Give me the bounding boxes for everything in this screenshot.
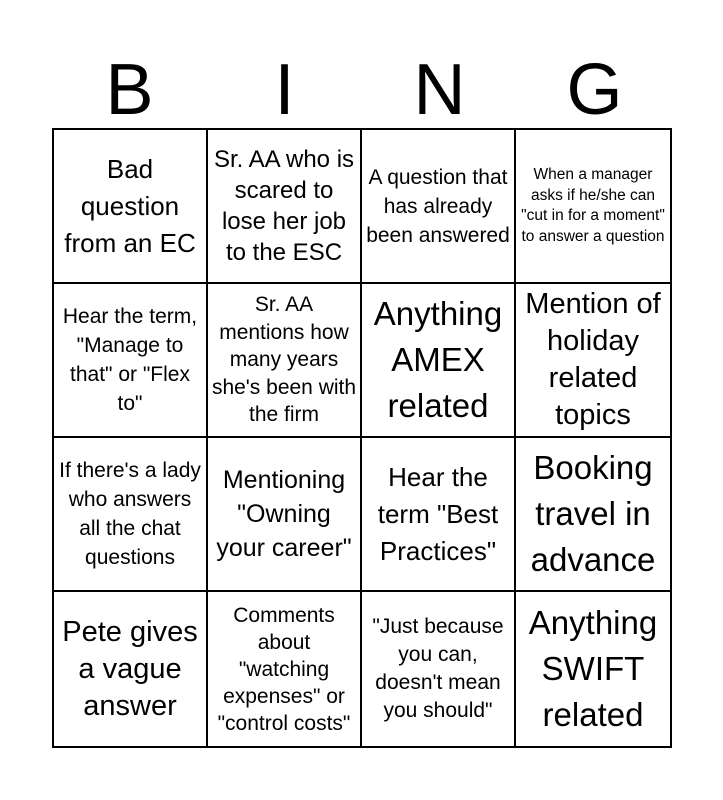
cell-text: Pete gives a vague answer [62, 615, 198, 722]
header-letter-g: G [566, 50, 623, 130]
cell-text: A question that has already been answered [366, 165, 510, 247]
cell-text: Sr. AA who is scared to lose her job to the ESC [213, 146, 355, 266]
cell-text: Comments about "watching expenses" or "control costs" [217, 603, 351, 735]
cell-text: Anything AMEX related [373, 295, 503, 424]
cell-text: When a manager asks if he/she can "cut in for a moment" to answer a question [521, 166, 665, 245]
bingo-cell-r1c2[interactable] [208, 130, 362, 284]
bingo-cell-r1c3[interactable] [362, 130, 516, 284]
bingo-cell-r2c2[interactable] [208, 284, 362, 438]
bingo-cell-r4c1[interactable] [54, 592, 208, 746]
cell-text: Mention of holiday related topics [525, 288, 661, 431]
cell-text: Hear the term, "Manage to that" or "Flex to" [62, 305, 198, 415]
cell-text: Booking travel in advance [530, 449, 656, 578]
cell-text: Bad question from an EC [64, 153, 196, 258]
bingo-cell-r3c4[interactable] [516, 438, 670, 592]
bingo-cell-r3c3[interactable] [362, 438, 516, 592]
bingo-cell-r4c3[interactable] [362, 592, 516, 746]
header-letter-i: I [274, 50, 295, 130]
bingo-cell-r1c1[interactable] [54, 130, 208, 284]
bingo-cell-r2c4[interactable] [516, 284, 670, 438]
bingo-cell-r3c1[interactable] [54, 438, 208, 592]
header-letter-n: N [413, 50, 466, 130]
bingo-cell-r1c4[interactable] [516, 130, 670, 284]
bingo-cell-r2c3[interactable] [362, 284, 516, 438]
header-letter-b: B [105, 50, 154, 130]
bingo-cell-r2c1[interactable] [54, 284, 208, 438]
bingo-cell-r4c4[interactable] [516, 592, 670, 746]
bingo-header [52, 50, 672, 130]
bingo-cell-r3c2[interactable] [208, 438, 362, 592]
cell-text: Sr. AA mentions how many years she's been with the firm [211, 293, 357, 427]
cell-text: If there's a lady who answers all the chat questions [59, 459, 201, 569]
cell-text: Mentioning "Owning your career" [216, 466, 352, 562]
cell-text: Hear the term "Best Practices" [377, 461, 499, 566]
bingo-cell-r4c2[interactable] [208, 592, 362, 746]
bingo-grid [52, 128, 672, 748]
cell-text: Anything SWIFT related [528, 604, 658, 733]
cell-text: "Just because you can, doesn't mean you should" [372, 615, 504, 722]
